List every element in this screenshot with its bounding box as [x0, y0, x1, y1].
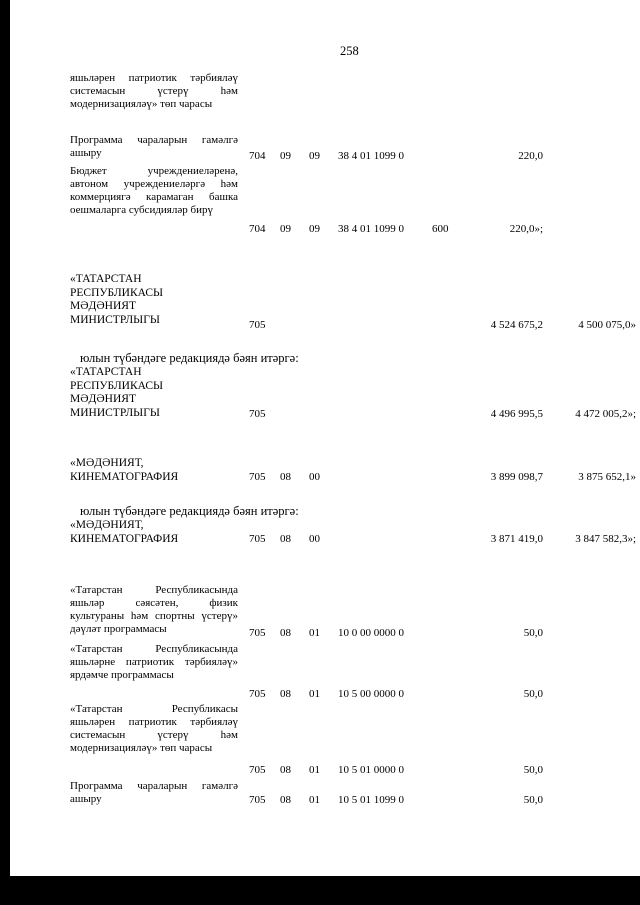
ved-code: 705	[249, 688, 266, 700]
ved-code: 705	[249, 764, 266, 776]
pr-code: 00	[309, 471, 320, 483]
csr-code: 38 4 01 1099 0	[338, 223, 404, 235]
rz-code: 08	[280, 471, 291, 483]
row-name: Программа чараларын гамәлгә ашыру	[70, 134, 238, 159]
row-name: «МӘДӘНИЯТ, КИНЕМАТОГРАФИЯ	[70, 457, 179, 483]
ved-code: 705	[249, 471, 266, 483]
sum-2022: 4 496 995,5	[490, 408, 543, 420]
ved-code: 705	[249, 533, 266, 545]
csr-code: 38 4 01 1099 0	[338, 150, 404, 162]
edit-instruction: юлын түбәндәге редакциядә бәян итәргә:	[80, 504, 299, 518]
sum-2022: 220,0	[518, 150, 543, 162]
csr-code: 10 5 00 0000 0	[338, 688, 404, 700]
sum-2022: 3 899 098,7	[490, 471, 543, 483]
row-name: Программа чараларын гамәлгә ашыру	[70, 780, 238, 805]
sum-2023: 4 472 005,2»;	[575, 408, 636, 420]
sum-2022: 50,0	[523, 764, 543, 776]
sum-2023: 4 500 075,0»	[578, 319, 636, 331]
ved-code: 705	[249, 627, 266, 639]
pr-code: 01	[309, 688, 320, 700]
pr-code: 01	[309, 627, 320, 639]
row-name: «МӘДӘНИЯТ, КИНЕМАТОГРАФИЯ	[70, 519, 179, 545]
rz-code: 09	[280, 150, 291, 162]
vr-code: 600	[432, 223, 449, 235]
rz-code: 08	[280, 688, 291, 700]
csr-code: 10 0 00 0000 0	[338, 627, 404, 639]
pr-code: 01	[309, 794, 320, 806]
row-name: «ТАТАРСТАН РЕСПУБЛИКАСЫ МӘДӘНИЯТ МИНИСТРЛЫГЫ	[70, 273, 164, 326]
rz-code: 08	[280, 794, 291, 806]
row-name: «ТАТАРСТАН РЕСПУБЛИКАСЫ МӘДӘНИЯТ МИНИСТРЛЫГЫ	[70, 366, 164, 419]
sum-2023: 3 847 582,3»;	[575, 533, 636, 545]
row-name: Бюджет учреждениеләренә, автоном учреждениеләргә һәм коммерциягә карамаган башка оешмаларга субсидияләр бирү	[70, 165, 238, 216]
edit-instruction: юлын түбәндәге редакциядә бәян итәргә:	[80, 351, 299, 365]
ved-code: 704	[249, 223, 266, 235]
sum-2022: 50,0	[523, 627, 543, 639]
ved-code: 705	[249, 794, 266, 806]
row-name: «Татарстан Республикасында яшьләр сәясәтен, физик культураны һәм спортны үстерү» дәүләт программасы	[70, 584, 238, 635]
pr-code: 01	[309, 764, 320, 776]
pr-code: 09	[309, 223, 320, 235]
ved-code: 704	[249, 150, 266, 162]
rz-code: 08	[280, 533, 291, 545]
page-number: 258	[340, 44, 359, 58]
rz-code: 09	[280, 223, 291, 235]
rz-code: 08	[280, 764, 291, 776]
ved-code: 705	[249, 408, 266, 420]
ved-code: 705	[249, 319, 266, 331]
row-name: «Татарстан Республикасы яшьләрен патриотик тәрбияләү системасын үстерү һәм модернизацияләү» төп чарасы	[70, 703, 238, 754]
scan-border-bottom	[0, 876, 640, 905]
pr-code: 09	[309, 150, 320, 162]
sum-2023: 3 875 652,1»	[578, 471, 636, 483]
sum-2022: 220,0»;	[509, 223, 543, 235]
row-name: яшьләрен патриотик тәрбияләү системасын үстерү һәм модернизацияләү» төп чарасы	[70, 72, 238, 110]
sum-2022: 3 871 419,0	[490, 533, 543, 545]
csr-code: 10 5 01 1099 0	[338, 794, 404, 806]
sum-2022: 50,0	[523, 794, 543, 806]
pr-code: 00	[309, 533, 320, 545]
row-name: «Татарстан Республикасында яшьләрне патриотик тәрбияләү» ярдәмче программасы	[70, 643, 238, 681]
sum-2022: 50,0	[523, 688, 543, 700]
csr-code: 10 5 01 0000 0	[338, 764, 404, 776]
sum-2022: 4 524 675,2	[490, 319, 543, 331]
rz-code: 08	[280, 627, 291, 639]
scan-border-left	[0, 0, 10, 905]
